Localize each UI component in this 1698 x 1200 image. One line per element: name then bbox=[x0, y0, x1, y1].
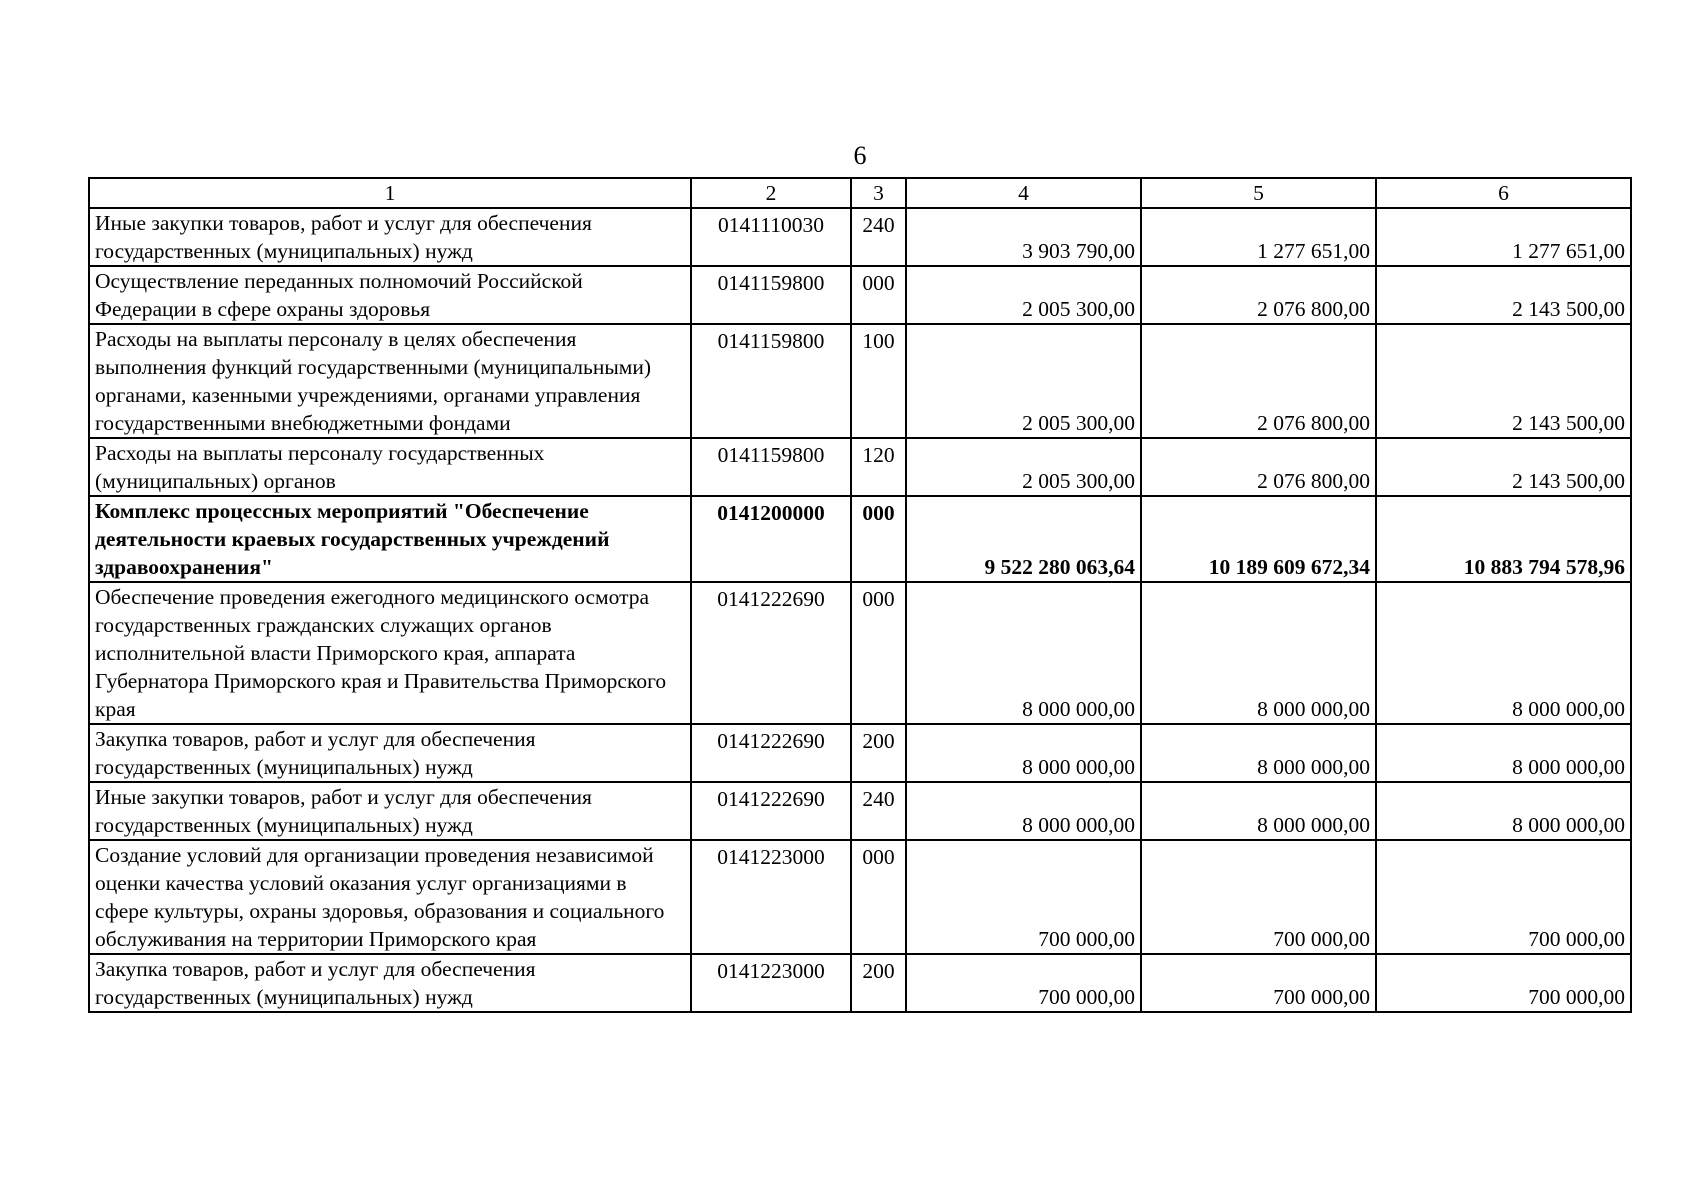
table-row bbox=[89, 582, 1631, 724]
amount-year-2: 1 277 651,00 bbox=[1141, 208, 1376, 266]
target-article-code: 0141159800 bbox=[691, 266, 851, 324]
column-number: 3 bbox=[851, 178, 906, 208]
expense-name: Расходы на выплаты персоналу государственных (муниципальных) органов bbox=[89, 438, 691, 496]
expense-type-code: 000 bbox=[851, 266, 906, 324]
budget-table bbox=[88, 177, 1632, 1013]
expense-name: Иные закупки товаров, работ и услуг для обеспечения государственных (муниципальных) нужд bbox=[89, 782, 691, 840]
expense-name: Создание условий для организации проведения независимой оценки качества условий оказания услуг организациями в сфере культуры, охраны здоровья, образования и социального обслуживания на территории Приморского края bbox=[89, 840, 691, 954]
amount-year-3: 8 000 000,00 bbox=[1376, 582, 1631, 724]
amount-year-2: 2 076 800,00 bbox=[1141, 438, 1376, 496]
expense-name: Закупка товаров, работ и услуг для обеспечения государственных (муниципальных) нужд bbox=[89, 724, 691, 782]
expense-name: Комплекс процессных мероприятий "Обеспечение деятельности краевых государственных учреждений здравоохранения" bbox=[89, 496, 691, 582]
column-number: 1 bbox=[89, 178, 691, 208]
table-row-program-complex bbox=[89, 496, 1631, 582]
target-article-code: 0141200000 bbox=[691, 496, 851, 582]
amount-year-3: 8 000 000,00 bbox=[1376, 782, 1631, 840]
target-article-code: 0141222690 bbox=[691, 724, 851, 782]
table-row bbox=[89, 208, 1631, 266]
amount-year-2: 10 189 609 672,34 bbox=[1141, 496, 1376, 582]
amount-year-1: 8 000 000,00 bbox=[906, 782, 1141, 840]
amount-year-2: 8 000 000,00 bbox=[1141, 724, 1376, 782]
expense-type-code: 240 bbox=[851, 208, 906, 266]
expense-name: Обеспечение проведения ежегодного медицинского осмотра государственных гражданских служащих органов исполнительной власти Приморского края, аппарата Губернатора Приморского края и Правительства Приморского края bbox=[89, 582, 691, 724]
amount-year-3: 2 143 500,00 bbox=[1376, 266, 1631, 324]
column-number-header bbox=[89, 178, 1631, 208]
expense-name: Закупка товаров, работ и услуг для обеспечения государственных (муниципальных) нужд bbox=[89, 954, 691, 1012]
amount-year-2: 8 000 000,00 bbox=[1141, 582, 1376, 724]
target-article-code: 0141222690 bbox=[691, 582, 851, 724]
amount-year-2: 2 076 800,00 bbox=[1141, 266, 1376, 324]
amount-year-1: 9 522 280 063,64 bbox=[906, 496, 1141, 582]
target-article-code: 0141223000 bbox=[691, 840, 851, 954]
amount-year-1: 3 903 790,00 bbox=[906, 208, 1141, 266]
amount-year-2: 700 000,00 bbox=[1141, 954, 1376, 1012]
target-article-code: 0141223000 bbox=[691, 954, 851, 1012]
amount-year-1: 8 000 000,00 bbox=[906, 724, 1141, 782]
amount-year-3: 2 143 500,00 bbox=[1376, 438, 1631, 496]
target-article-code: 0141110030 bbox=[691, 208, 851, 266]
amount-year-3: 8 000 000,00 bbox=[1376, 724, 1631, 782]
column-number: 2 bbox=[691, 178, 851, 208]
expense-type-code: 000 bbox=[851, 496, 906, 582]
expense-type-code: 200 bbox=[851, 954, 906, 1012]
column-number: 5 bbox=[1141, 178, 1376, 208]
page-number: 6 bbox=[853, 141, 867, 170]
table-row bbox=[89, 840, 1631, 954]
amount-year-3: 2 143 500,00 bbox=[1376, 324, 1631, 438]
expense-name: Осуществление переданных полномочий Российской Федерации в сфере охраны здоровья bbox=[89, 266, 691, 324]
amount-year-2: 700 000,00 bbox=[1141, 840, 1376, 954]
amount-year-3: 700 000,00 bbox=[1376, 840, 1631, 954]
expense-name: Расходы на выплаты персоналу в целях обеспечения выполнения функций государственными (муниципальными) органами, казенными учреждениями, органами управления государственными внебюджетными фондами bbox=[89, 324, 691, 438]
amount-year-3: 1 277 651,00 bbox=[1376, 208, 1631, 266]
table-row bbox=[89, 954, 1631, 1012]
amount-year-2: 8 000 000,00 bbox=[1141, 782, 1376, 840]
expense-type-code: 120 bbox=[851, 438, 906, 496]
table-row bbox=[89, 266, 1631, 324]
table-row bbox=[89, 324, 1631, 438]
table-row bbox=[89, 438, 1631, 496]
expense-type-code: 000 bbox=[851, 840, 906, 954]
table-row bbox=[89, 782, 1631, 840]
amount-year-1: 2 005 300,00 bbox=[906, 438, 1141, 496]
table-row bbox=[89, 724, 1631, 782]
expense-type-code: 240 bbox=[851, 782, 906, 840]
target-article-code: 0141159800 bbox=[691, 438, 851, 496]
amount-year-1: 2 005 300,00 bbox=[906, 266, 1141, 324]
amount-year-1: 2 005 300,00 bbox=[906, 324, 1141, 438]
target-article-code: 0141222690 bbox=[691, 782, 851, 840]
target-article-code: 0141159800 bbox=[691, 324, 851, 438]
amount-year-3: 10 883 794 578,96 bbox=[1376, 496, 1631, 582]
amount-year-1: 8 000 000,00 bbox=[906, 582, 1141, 724]
expense-type-code: 000 bbox=[851, 582, 906, 724]
column-number: 4 bbox=[906, 178, 1141, 208]
column-number: 6 bbox=[1376, 178, 1631, 208]
amount-year-1: 700 000,00 bbox=[906, 954, 1141, 1012]
expense-name: Иные закупки товаров, работ и услуг для обеспечения государственных (муниципальных) нужд bbox=[89, 208, 691, 266]
expense-type-code: 200 bbox=[851, 724, 906, 782]
amount-year-1: 700 000,00 bbox=[906, 840, 1141, 954]
expense-type-code: 100 bbox=[851, 324, 906, 438]
amount-year-2: 2 076 800,00 bbox=[1141, 324, 1376, 438]
amount-year-3: 700 000,00 bbox=[1376, 954, 1631, 1012]
